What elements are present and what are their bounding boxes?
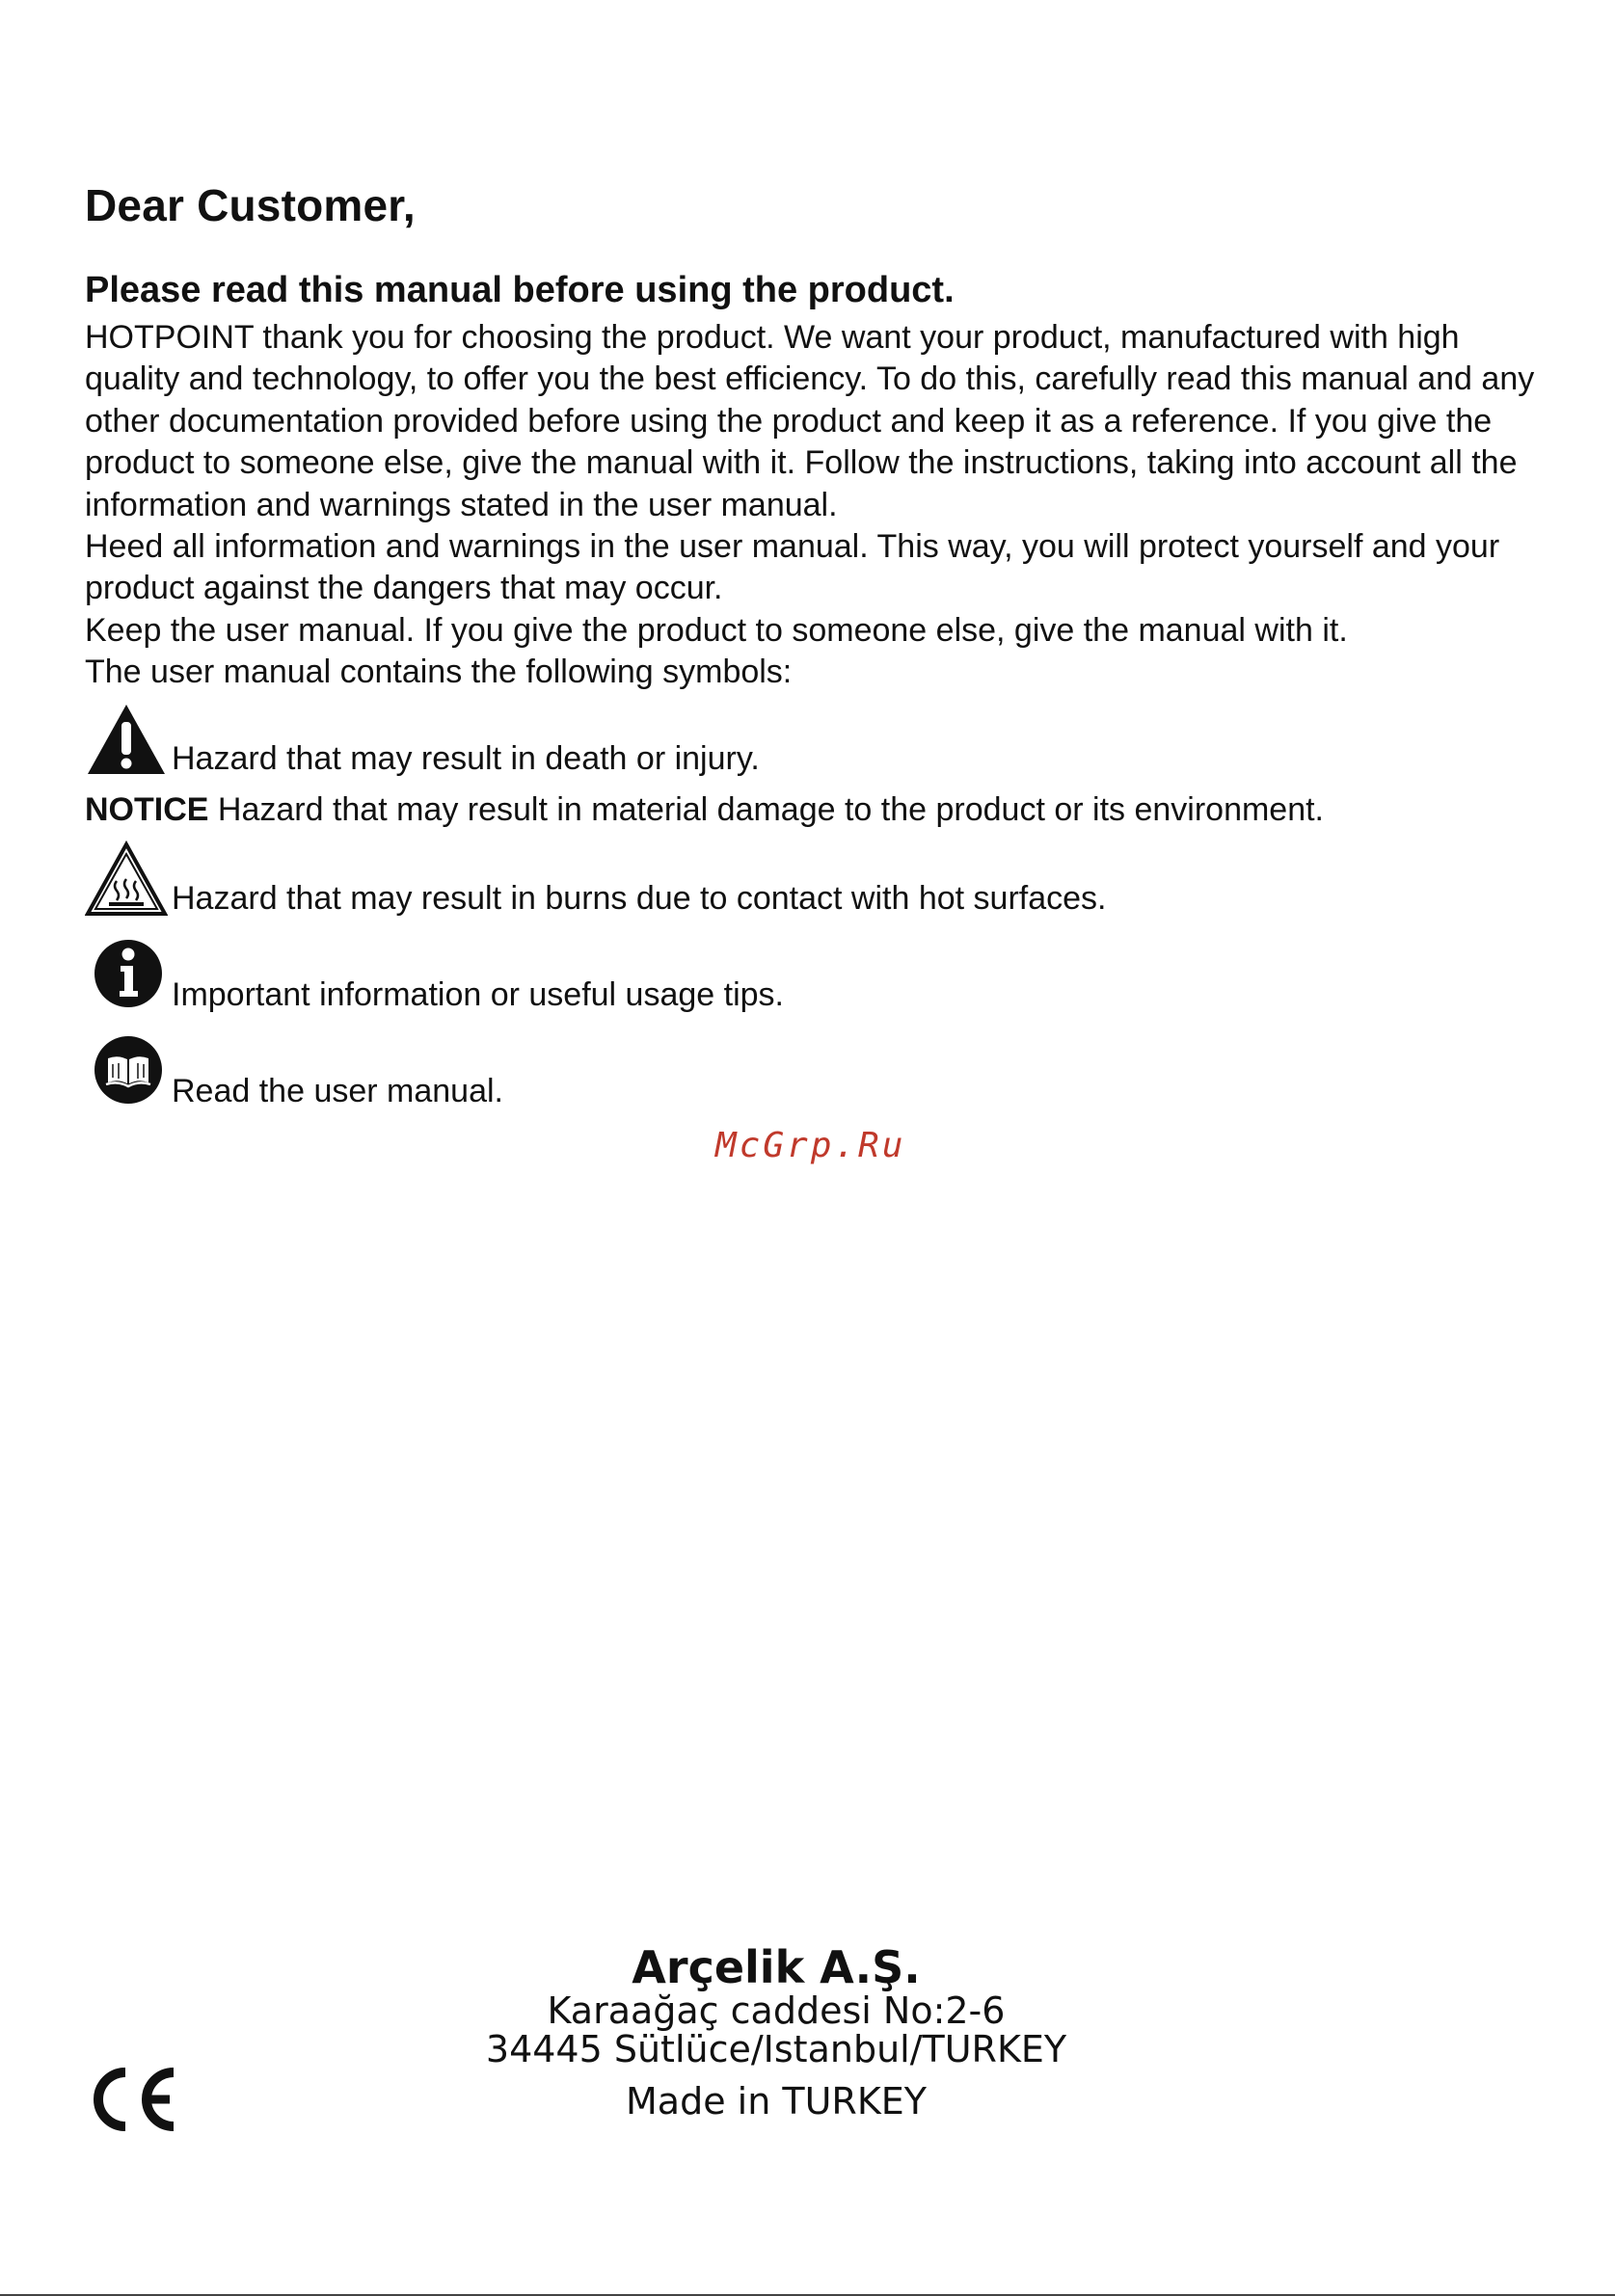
read-manual-heading: Please read this manual before using the product. [85,270,955,310]
symbol-description: Important information or useful usage tips. [172,976,784,1013]
symbol-row-info [85,937,784,1014]
symbol-row-warning [85,701,760,778]
ce-mark-icon [83,2063,179,2136]
book-icon [85,1033,168,1110]
intro-paragraph: HOTPOINT thank you for choosing the product. We want your product, manufactured with high quality and technology, to offer you the best efficiency. To do this, carefully read this manual and any other documentation provided before using the product and keep it as a reference. If you give the product to someone else, give the manual with it. Follow the instructions, taking into account all the information and warnings stated in the user manual. [85,319,1535,523]
intro-paragraph: Heed all information and warnings in the user manual. This way, you will protect yourself and your product against the dangers that may occur. [85,528,1500,607]
city-address: 34445 Sütlüce/Istanbul/TURKEY [485,2028,1067,2070]
watermark-text: McGrp.Ru [715,1126,906,1165]
symbol-description: Hazard that may result in burns due to contact with hot surfaces. [172,880,1107,917]
intro-body [85,317,1541,694]
made-in-label: Made in TURKEY [626,2080,927,2122]
symbol-description: Hazard that may result in death or injury. [172,740,760,777]
street-address: Karaağaç caddesi No:2-6 [547,1989,1006,2032]
hot-surface-icon [85,841,168,918]
intro-paragraph: Keep the user manual. If you give the product to someone else, give the manual with it. [85,611,1348,649]
symbol-row-notice [85,790,1324,829]
company-name: Arçelik A.Ş. [632,1941,921,1993]
notice-label: NOTICE [85,791,209,828]
greeting-heading: Dear Customer, [85,180,416,230]
manufacturer-address [482,1943,1070,2122]
symbol-row-hot-surface [85,841,1106,918]
info-icon [85,937,168,1014]
symbol-description: Read the user manual. [172,1073,503,1109]
symbol-row-manual [85,1033,503,1110]
symbol-description: Hazard that may result in material damage to the product or its environment. [217,791,1325,828]
warning-triangle-icon [85,701,168,778]
intro-paragraph: The user manual contains the following symbols: [85,654,793,691]
